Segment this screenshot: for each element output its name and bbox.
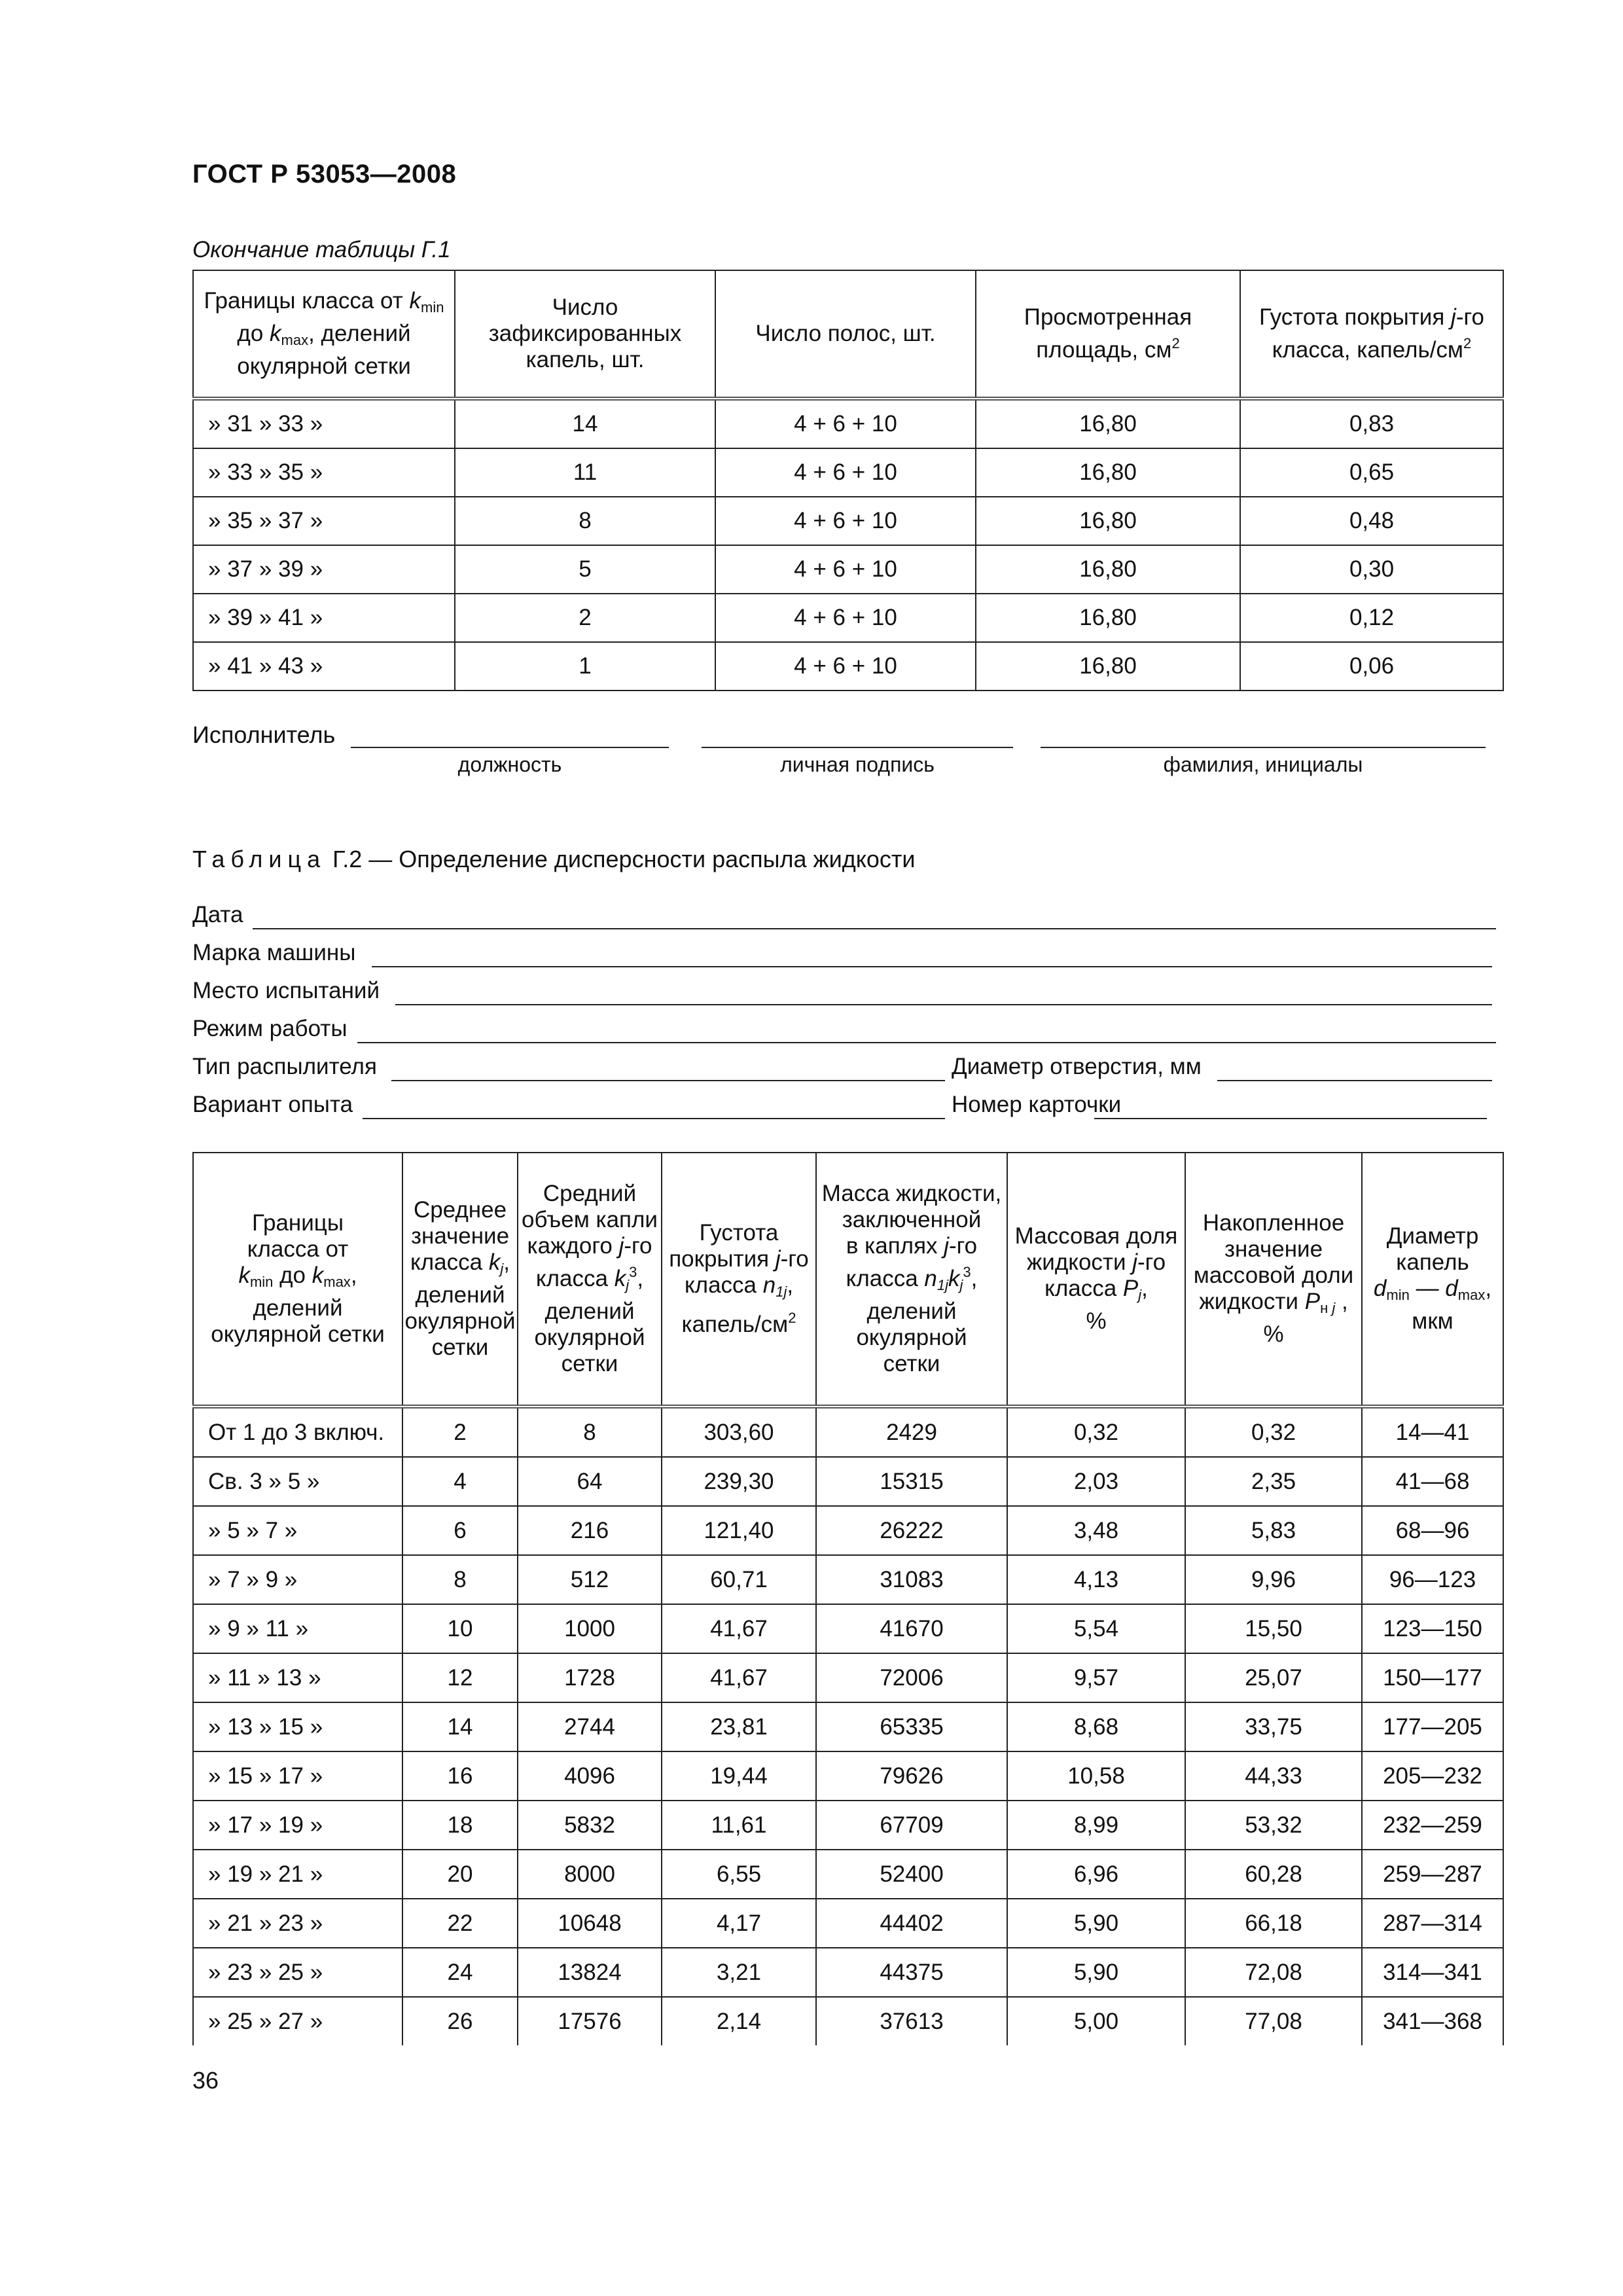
card-number-label: Номер карточки: [952, 1092, 1122, 1117]
table-cell: » 7 » 9 »: [193, 1555, 402, 1604]
table-cell: 31083: [816, 1555, 1007, 1604]
table2-row: [193, 1555, 1503, 1604]
table-cell: 44402: [816, 1899, 1007, 1948]
table-cell: 5,00: [1007, 1997, 1185, 2045]
table2-row: [193, 1653, 1503, 1702]
table2-row: [193, 1702, 1503, 1751]
table-cell: » 17 » 19 »: [193, 1801, 402, 1850]
table-cell: 13824: [518, 1948, 662, 1997]
machine-label: Марка машины: [192, 940, 356, 965]
table-cell: 14: [402, 1702, 518, 1751]
table-cell: 239,30: [662, 1457, 816, 1506]
name-caption: фамилия, инициалы: [1163, 753, 1363, 776]
table-cell: 68—96: [1362, 1506, 1503, 1555]
table-cell: 12: [402, 1653, 518, 1702]
table1-row: [193, 448, 1503, 497]
table2-header-drop-diameter: Диаметр капель $d_{min}$ — $d_{max}$, мкм: [1362, 1153, 1503, 1407]
mode-line: [357, 1042, 1496, 1043]
table-cell: 5: [455, 545, 715, 594]
table-cell: 0,30: [1240, 545, 1503, 594]
table2-row: [193, 1899, 1503, 1948]
table-cell: 26: [402, 1997, 518, 2045]
table2-header-mean-volume: Средний объем капли каждого j-го класса $k_j^3$, делений окулярной сетки: [518, 1153, 662, 1407]
table-cell: 11: [455, 448, 715, 497]
table-cell: 33,75: [1185, 1702, 1362, 1751]
table-cell: 6,55: [662, 1850, 816, 1899]
table-cell: » 21 » 23 »: [193, 1899, 402, 1948]
table-cell: 0,83: [1240, 399, 1503, 448]
table1-row: [193, 594, 1503, 642]
table-cell: 26222: [816, 1506, 1007, 1555]
table-cell: » 39 » 41 »: [193, 594, 455, 642]
date-label: Дата: [192, 902, 243, 927]
table-cell: 303,60: [662, 1407, 816, 1457]
place-label: Место испытаний: [192, 978, 380, 1003]
table-cell: 1000: [518, 1604, 662, 1653]
table-cell: 65335: [816, 1702, 1007, 1751]
table-cell: 20: [402, 1850, 518, 1899]
table2-title: [192, 846, 916, 873]
table-cell: 8: [518, 1407, 662, 1457]
table-cell: 16: [402, 1751, 518, 1801]
table2: [192, 1152, 1504, 2045]
sprayer-label: Тип распылителя: [192, 1054, 377, 1079]
table-cell: 17576: [518, 1997, 662, 2045]
table-cell: 44,33: [1185, 1751, 1362, 1801]
table-cell: 0,65: [1240, 448, 1503, 497]
hole-diameter-label: Диаметр отверстия, мм: [952, 1054, 1202, 1079]
table-cell: 60,71: [662, 1555, 816, 1604]
table-cell: 5,90: [1007, 1899, 1185, 1948]
position-caption: должность: [457, 753, 562, 776]
table-cell: 2744: [518, 1702, 662, 1751]
table-cell: 41,67: [662, 1604, 816, 1653]
hole-diameter-line: [1217, 1080, 1492, 1081]
table-cell: 0,48: [1240, 497, 1503, 545]
table-cell: 16,80: [976, 545, 1240, 594]
table-cell: 8: [402, 1555, 518, 1604]
table-cell: 41—68: [1362, 1457, 1503, 1506]
table1-row: [193, 642, 1503, 691]
table-cell: 0,12: [1240, 594, 1503, 642]
table-cell: 4 + 6 + 10: [715, 497, 976, 545]
table-cell: 16,80: [976, 642, 1240, 691]
table1-row: [193, 497, 1503, 545]
table2-header-liquid-mass: Масса жидкости, заключенной в каплях j-го класса $n_{1j}k_j^3$, делений окулярной сетки: [816, 1153, 1007, 1407]
table-cell: 4 + 6 + 10: [715, 545, 976, 594]
table-cell: » 33 » 35 »: [193, 448, 455, 497]
table1-header-row: [193, 270, 1503, 399]
table-cell: 22: [402, 1899, 518, 1948]
table-cell: 123—150: [1362, 1604, 1503, 1653]
table1: [192, 270, 1504, 691]
table2-row: [193, 1850, 1503, 1899]
table1-header-coverage-density: Густота покрытия j-го класса, капель/$см^2$: [1240, 270, 1503, 399]
table-cell: 1: [455, 642, 715, 691]
table-cell: 16,80: [976, 448, 1240, 497]
table2-row: [193, 1801, 1503, 1850]
table-cell: 4096: [518, 1751, 662, 1801]
table-cell: 72006: [816, 1653, 1007, 1702]
table-cell: » 9 » 11 »: [193, 1604, 402, 1653]
table-cell: 232—259: [1362, 1801, 1503, 1850]
table-cell: 121,40: [662, 1506, 816, 1555]
table-cell: 8,99: [1007, 1801, 1185, 1850]
mode-label: Режим работы: [192, 1016, 348, 1041]
table-cell: 16,80: [976, 497, 1240, 545]
table-cell: » 37 » 39 »: [193, 545, 455, 594]
table-cell: 41670: [816, 1604, 1007, 1653]
table-cell: 60,28: [1185, 1850, 1362, 1899]
table-cell: 4 + 6 + 10: [715, 399, 976, 448]
table2-title-text: Г.2 — Определение дисперсности распыла жидкости: [332, 846, 916, 872]
table-cell: 314—341: [1362, 1948, 1503, 1997]
table-cell: 6,96: [1007, 1850, 1185, 1899]
table-cell: 23,81: [662, 1702, 816, 1751]
table-cell: 0,32: [1185, 1407, 1362, 1457]
table-cell: 2,35: [1185, 1457, 1362, 1506]
card-number-line: [1094, 1118, 1487, 1119]
table-cell: 66,18: [1185, 1899, 1362, 1948]
table-cell: 44375: [816, 1948, 1007, 1997]
table2-row: [193, 1751, 1503, 1801]
table-cell: 5832: [518, 1801, 662, 1850]
document-header: ГОСТ Р 53053—2008: [192, 160, 457, 188]
table1-row: [193, 399, 1503, 448]
table-cell: 205—232: [1362, 1751, 1503, 1801]
table-cell: » 23 » 25 »: [193, 1948, 402, 1997]
table-cell: 287—314: [1362, 1899, 1503, 1948]
table2-header-cumulative-fraction: Накопленное значение массовой доли жидкости $P_н$ $_j$ , %: [1185, 1153, 1362, 1407]
table-cell: 96—123: [1362, 1555, 1503, 1604]
table-cell: 5,54: [1007, 1604, 1185, 1653]
table-cell: 9,96: [1185, 1555, 1362, 1604]
sprayer-line: [391, 1080, 945, 1081]
place-line: [395, 1004, 1492, 1005]
table-cell: 15315: [816, 1457, 1007, 1506]
table-cell: 14: [455, 399, 715, 448]
variant-line: [363, 1118, 945, 1119]
table-cell: 19,44: [662, 1751, 816, 1801]
table-cell: 6: [402, 1506, 518, 1555]
table1-header-class-bounds: Границы класса от $k_{min}$ до $k_{max}$, делений окулярной сетки: [193, 270, 455, 399]
table-cell: » 25 » 27 »: [193, 1997, 402, 2045]
table2-header-mass-fraction: Массовая доля жидкости j-го класса $P_j$, %: [1007, 1153, 1185, 1407]
table-cell: 8: [455, 497, 715, 545]
table-cell: » 19 » 21 »: [193, 1850, 402, 1899]
table-cell: 41,67: [662, 1653, 816, 1702]
table1-header-strip-count: Число полос, шт.: [715, 270, 976, 399]
variant-label: Вариант опыта: [192, 1092, 353, 1117]
table-cell: 216: [518, 1506, 662, 1555]
table-cell: 10648: [518, 1899, 662, 1948]
table-cell: 18: [402, 1801, 518, 1850]
table-cell: 9,57: [1007, 1653, 1185, 1702]
table-cell: 2,03: [1007, 1457, 1185, 1506]
table-cell: 52400: [816, 1850, 1007, 1899]
table-cell: 4,17: [662, 1899, 816, 1948]
table2-row: [193, 1506, 1503, 1555]
table-cell: 5,83: [1185, 1506, 1362, 1555]
table-cell: 2,14: [662, 1997, 816, 2045]
table-cell: 79626: [816, 1751, 1007, 1801]
table-cell: 14—41: [1362, 1407, 1503, 1457]
table2-header-row: [193, 1153, 1503, 1407]
table-cell: 341—368: [1362, 1997, 1503, 2045]
table-cell: 4 + 6 + 10: [715, 594, 976, 642]
table-cell: 72,08: [1185, 1948, 1362, 1997]
table2-header-mean-class: Среднее значение класса $k_j$, делений окулярной сетки: [402, 1153, 518, 1407]
table-cell: » 15 » 17 »: [193, 1751, 402, 1801]
table-cell: 2: [402, 1407, 518, 1457]
table1-header-viewed-area: Просмотренная площадь, $см^2$: [976, 270, 1240, 399]
table1-row: [193, 545, 1503, 594]
table-cell: 0,06: [1240, 642, 1503, 691]
table-cell: 177—205: [1362, 1702, 1503, 1751]
table-cell: 2429: [816, 1407, 1007, 1457]
table-cell: 150—177: [1362, 1653, 1503, 1702]
signature-line: [702, 747, 1013, 748]
table-cell: 5,90: [1007, 1948, 1185, 1997]
table-cell: 1728: [518, 1653, 662, 1702]
table-cell: » 41 » 43 »: [193, 642, 455, 691]
name-line: [1041, 747, 1486, 748]
table-cell: 2: [455, 594, 715, 642]
table-cell: 4: [402, 1457, 518, 1506]
table1-caption: Окончание таблицы Г.1: [192, 237, 451, 262]
table1-header-drop-count: Число зафиксированных капель, шт.: [455, 270, 715, 399]
table-cell: 10: [402, 1604, 518, 1653]
table-cell: » 31 » 33 »: [193, 399, 455, 448]
table-cell: 67709: [816, 1801, 1007, 1850]
table2-row: [193, 1948, 1503, 1997]
table-cell: 77,08: [1185, 1997, 1362, 2045]
table-cell: 259—287: [1362, 1850, 1503, 1899]
table2-header-class-bounds: Границы класса от $k_{min}$ до $k_{max}$, делений окулярной сетки: [193, 1153, 402, 1407]
page-number: 36: [192, 2067, 219, 2094]
table2-row: [193, 1407, 1503, 1457]
table-cell: 10,58: [1007, 1751, 1185, 1801]
table-cell: » 11 » 13 »: [193, 1653, 402, 1702]
table2-row: [193, 1997, 1503, 2045]
table-cell: 8000: [518, 1850, 662, 1899]
table-cell: » 35 » 37 »: [193, 497, 455, 545]
machine-line: [372, 966, 1492, 967]
table-cell: 24: [402, 1948, 518, 1997]
performer-label: Исполнитель: [192, 721, 336, 748]
date-line: [253, 928, 1496, 929]
table-cell: » 5 » 7 »: [193, 1506, 402, 1555]
table-cell: 53,32: [1185, 1801, 1362, 1850]
table-cell: 512: [518, 1555, 662, 1604]
table2-title-label: Таблица: [192, 846, 327, 872]
table-cell: От 1 до 3 включ.: [193, 1407, 402, 1457]
table-cell: 8,68: [1007, 1702, 1185, 1751]
table-cell: 4 + 6 + 10: [715, 642, 976, 691]
table-cell: 15,50: [1185, 1604, 1362, 1653]
table-cell: 3,21: [662, 1948, 816, 1997]
table2-header-coverage-density: Густота покрытия j-го класса $n_{1j}$, капель/$см^2$: [662, 1153, 816, 1407]
position-line: [351, 747, 669, 748]
table-cell: 4,13: [1007, 1555, 1185, 1604]
table-cell: 11,61: [662, 1801, 816, 1850]
table-cell: 16,80: [976, 399, 1240, 448]
table-cell: 16,80: [976, 594, 1240, 642]
table-cell: 4 + 6 + 10: [715, 448, 976, 497]
table-cell: 3,48: [1007, 1506, 1185, 1555]
table-cell: 0,32: [1007, 1407, 1185, 1457]
table-cell: 25,07: [1185, 1653, 1362, 1702]
signature-caption: личная подпись: [780, 753, 935, 776]
table2-row: [193, 1457, 1503, 1506]
table2-row: [193, 1604, 1503, 1653]
table-cell: 37613: [816, 1997, 1007, 2045]
table-cell: » 13 » 15 »: [193, 1702, 402, 1751]
table-cell: 64: [518, 1457, 662, 1506]
table-cell: Св. 3 » 5 »: [193, 1457, 402, 1506]
